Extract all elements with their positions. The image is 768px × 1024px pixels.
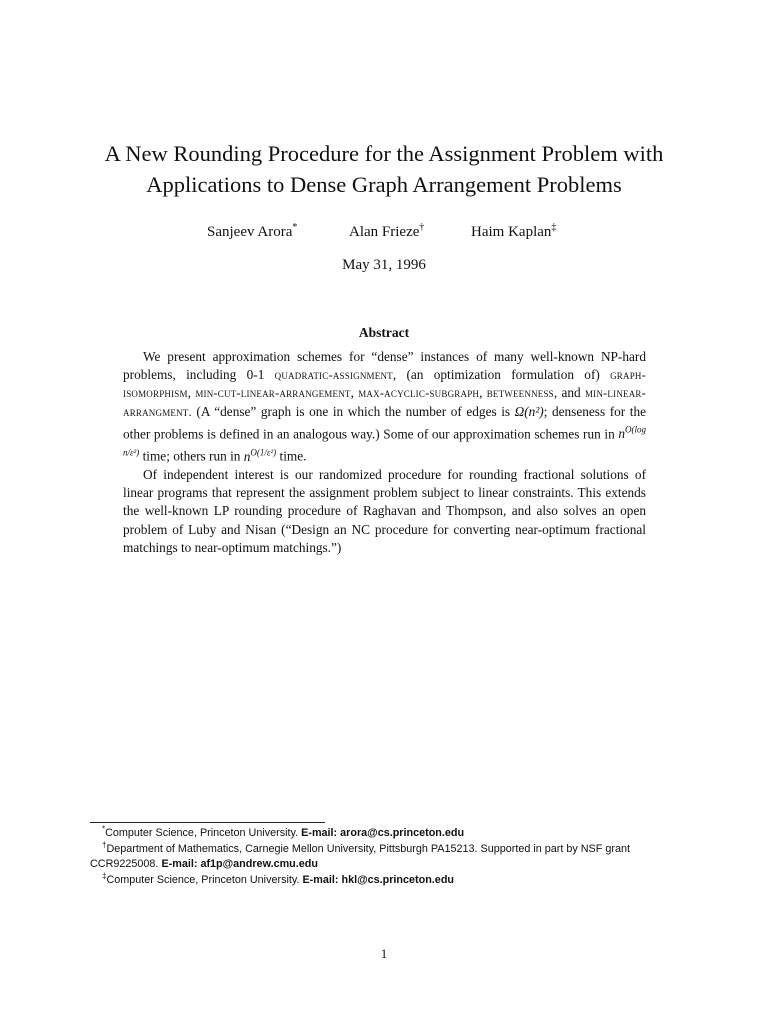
- footnote-mark: †: [102, 839, 107, 849]
- author-name: Alan Frieze: [349, 224, 420, 240]
- author-list: [0, 224, 768, 246]
- email-label: E-mail:: [161, 858, 198, 870]
- abstract-text: (A “dense” graph is one in which the number of edges is: [191, 403, 515, 419]
- math-exponent: O(1/ε²): [250, 447, 277, 458]
- email-label: E-mail:: [301, 827, 338, 839]
- page-number: 1: [380, 946, 388, 961]
- email-address: hkl@cs.princeton.edu: [341, 873, 455, 886]
- abstract-text: ,: [479, 385, 487, 401]
- author-footnote-mark: ‡: [551, 222, 557, 233]
- author-name: Haim Kaplan: [471, 224, 552, 240]
- problem-name: min-cut-linear-arrangement: [195, 386, 351, 401]
- abstract-text: , and: [553, 385, 585, 401]
- footnote-arora: [90, 826, 680, 842]
- abstract-text: , (an optimization formulation of): [392, 367, 611, 383]
- author-frieze: [349, 224, 424, 241]
- paper-title: [60, 138, 708, 200]
- abstract-text: time.: [276, 448, 307, 464]
- abstract-text: ,: [350, 385, 359, 401]
- abstract-heading: Abstract: [358, 325, 410, 340]
- problem-name: graph-isomorphism: [123, 368, 646, 401]
- problem-name: min-linear-arrangment.: [123, 386, 647, 419]
- abstract-body: [123, 348, 646, 557]
- footnote-mark: *: [102, 824, 106, 834]
- footnote-text: Computer Science, Princeton University.: [106, 873, 303, 886]
- author-footnote-mark: †: [419, 222, 425, 233]
- abstract-paragraph-2: Of independent interest is our randomized procedure for rounding fractional solutions of linear programs that represent the assignment problem subject to linear constraints. This extends the well-known LP rounding procedure of Raghavan and Thompson, and also solves an open problem of Luby and Nisan (“Design an NC procedure for converting near-optimum fractional matchings to near-optimum matchings.”): [123, 467, 646, 555]
- footnote-divider: [90, 822, 325, 823]
- email-label: E-mail:: [302, 873, 339, 886]
- footnote-kaplan: [90, 870, 680, 889]
- abstract-text: We present approximation schemes for “dense” instances of many well-known NP-hard problems, including 0-1: [123, 349, 646, 383]
- author-footnote-mark: *: [292, 222, 298, 233]
- footnote-mark: ‡: [102, 870, 107, 880]
- abstract-text: ,: [187, 385, 196, 401]
- author-arora: [207, 224, 297, 241]
- footnote-text: Department of Mathematics, Carnegie Mellon University, Pittsburgh PA15213. Supported in part by NSF grant CCR9225008.: [90, 842, 630, 870]
- title-line-2: Applications to Dense Graph Arrangement Problems: [146, 172, 622, 197]
- abstract-paragraph-1: [123, 348, 646, 466]
- math-base: n: [618, 426, 625, 442]
- footnote-frieze: [90, 839, 680, 873]
- publication-date: May 31, 1996: [342, 257, 426, 273]
- footnote-text: Computer Science, Princeton University.: [105, 827, 302, 839]
- email-address: arora@cs.princeton.edu: [340, 827, 465, 839]
- footnotes: [90, 826, 680, 888]
- abstract-text: ; denseness for the other problems is defined in an analogous way.) Some of our approximation schemes run in: [123, 403, 646, 442]
- math-expression: Ω(n²): [514, 403, 544, 419]
- problem-name: quadratic-assignment: [274, 368, 393, 383]
- math-base: n: [243, 448, 251, 464]
- math-exponent: O(log n/ε²): [123, 424, 646, 458]
- problem-name: max-acyclic-subgraph: [358, 386, 480, 401]
- problem-name: betweenness: [486, 386, 554, 401]
- abstract-text: time; others run in: [139, 448, 244, 464]
- email-address: af1p@andrew.cmu.edu: [200, 858, 318, 870]
- author-name: Sanjeev Arora: [207, 224, 293, 240]
- author-kaplan: [471, 224, 556, 241]
- title-line-1: A New Rounding Procedure for the Assignment Problem with: [104, 141, 664, 166]
- math-expression: [244, 449, 276, 464]
